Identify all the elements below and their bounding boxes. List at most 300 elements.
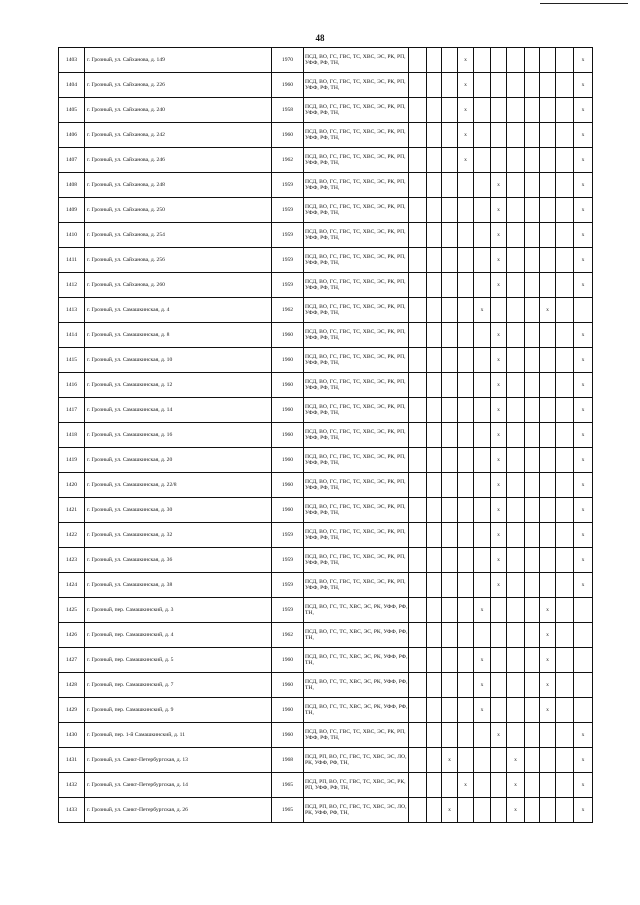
works-list-cell: ПСД, ВО, ГС, ГВС, ТС, ХВС, ЭС, РК, РП, УФФ, РФ, ТН, bbox=[304, 223, 409, 248]
address-cell: г. Грозный, ул. Сайханова, д. 250 bbox=[85, 198, 272, 223]
work-mark-cell bbox=[458, 523, 474, 548]
work-mark-cell bbox=[458, 798, 474, 823]
address-cell: г. Грозный, ул. Сайханова, д. 256 bbox=[85, 248, 272, 273]
work-mark-cell bbox=[474, 723, 491, 748]
work-mark-cell bbox=[507, 573, 525, 598]
work-mark-cell bbox=[525, 548, 540, 573]
work-mark-cell bbox=[491, 623, 507, 648]
address-cell: г. Грозный, ул. Самашкинская, д. 12 bbox=[85, 373, 272, 398]
work-mark-cell bbox=[491, 773, 507, 798]
work-mark-cell bbox=[540, 373, 556, 398]
work-mark-cell bbox=[474, 373, 491, 398]
work-mark-cell bbox=[409, 223, 427, 248]
work-mark-cell: x bbox=[458, 148, 474, 173]
year-built-cell: 1960 bbox=[272, 348, 304, 373]
work-mark-cell bbox=[427, 48, 442, 73]
work-mark-cell bbox=[491, 698, 507, 723]
work-mark-cell bbox=[409, 523, 427, 548]
row-number-cell: 1411 bbox=[59, 248, 85, 273]
work-mark-cell bbox=[427, 348, 442, 373]
work-mark-cell bbox=[556, 723, 574, 748]
table-row bbox=[59, 323, 593, 348]
work-mark-cell: x bbox=[574, 398, 593, 423]
table-row bbox=[59, 473, 593, 498]
table-row bbox=[59, 598, 593, 623]
address-cell: г. Грозный, ул. Сайханова, д. 242 bbox=[85, 123, 272, 148]
work-mark-cell bbox=[507, 148, 525, 173]
work-mark-cell: x bbox=[474, 698, 491, 723]
work-mark-cell bbox=[507, 248, 525, 273]
work-mark-cell: x bbox=[574, 173, 593, 198]
table-row bbox=[59, 223, 593, 248]
work-mark-cell: x bbox=[574, 498, 593, 523]
row-number-cell: 1416 bbox=[59, 373, 85, 398]
page-number: 48 bbox=[315, 33, 325, 43]
work-mark-cell: x bbox=[574, 573, 593, 598]
work-mark-cell bbox=[474, 198, 491, 223]
work-mark-cell bbox=[540, 348, 556, 373]
work-mark-cell bbox=[507, 548, 525, 573]
work-mark-cell bbox=[525, 73, 540, 98]
work-mark-cell bbox=[442, 123, 458, 148]
row-number-cell: 1408 bbox=[59, 173, 85, 198]
work-mark-cell bbox=[540, 548, 556, 573]
work-mark-cell: x bbox=[442, 748, 458, 773]
address-cell: г. Грозный, пер. 1-й Самашкинский, д. 11 bbox=[85, 723, 272, 748]
row-number-cell: 1412 bbox=[59, 273, 85, 298]
table-row bbox=[59, 423, 593, 448]
work-mark-cell bbox=[556, 448, 574, 473]
work-mark-cell: x bbox=[491, 223, 507, 248]
year-built-cell: 1960 bbox=[272, 498, 304, 523]
work-mark-cell bbox=[491, 598, 507, 623]
row-number-cell: 1423 bbox=[59, 548, 85, 573]
work-mark-cell bbox=[409, 673, 427, 698]
work-mark-cell bbox=[556, 123, 574, 148]
row-number-cell: 1414 bbox=[59, 323, 85, 348]
work-mark-cell: x bbox=[574, 423, 593, 448]
year-built-cell: 1960 bbox=[272, 373, 304, 398]
table-row bbox=[59, 723, 593, 748]
work-mark-cell bbox=[540, 523, 556, 548]
work-mark-cell bbox=[525, 623, 540, 648]
work-mark-cell bbox=[507, 323, 525, 348]
works-list-cell: ПСД, ВО, ГС, ГВС, ТС, ХВС, ЭС, РК, РП, УФФ, РФ, ТН, bbox=[304, 398, 409, 423]
address-cell: г. Грозный, пер. Самашкинский, д. 5 bbox=[85, 648, 272, 673]
row-number-cell: 1430 bbox=[59, 723, 85, 748]
work-mark-cell bbox=[525, 198, 540, 223]
work-mark-cell bbox=[507, 673, 525, 698]
work-mark-cell bbox=[491, 648, 507, 673]
work-mark-cell bbox=[540, 573, 556, 598]
works-list-cell: ПСД, ВО, ГС, ТС, ХВС, ЭС, РК, УФФ, РФ, ТН, bbox=[304, 623, 409, 648]
work-mark-cell bbox=[556, 573, 574, 598]
work-mark-cell: x bbox=[491, 348, 507, 373]
address-cell: г. Грозный, ул. Самашкинская, д. 8 bbox=[85, 323, 272, 348]
work-mark-cell bbox=[427, 398, 442, 423]
work-mark-cell bbox=[556, 98, 574, 123]
address-cell: г. Грозный, ул. Санкт-Петербургская, д. 26 bbox=[85, 798, 272, 823]
address-cell: г. Грозный, ул. Сайханова, д. 246 bbox=[85, 148, 272, 173]
work-mark-cell bbox=[507, 73, 525, 98]
work-mark-cell bbox=[474, 473, 491, 498]
row-number-cell: 1427 bbox=[59, 648, 85, 673]
work-mark-cell: x bbox=[491, 173, 507, 198]
work-mark-cell: x bbox=[574, 723, 593, 748]
work-mark-cell bbox=[442, 698, 458, 723]
table-row bbox=[59, 523, 593, 548]
address-cell: г. Грозный, ул. Санкт-Петербургская, д. 14 bbox=[85, 773, 272, 798]
work-mark-cell bbox=[507, 198, 525, 223]
work-mark-cell bbox=[427, 173, 442, 198]
works-list-cell: ПСД, ВО, ГС, ГВС, ТС, ХВС, ЭС, РК, РП, УФФ, РФ, ТН, bbox=[304, 548, 409, 573]
work-mark-cell: x bbox=[574, 223, 593, 248]
register-table bbox=[58, 47, 593, 823]
address-cell: г. Грозный, пер. Самашкинский, д. 9 bbox=[85, 698, 272, 723]
year-built-cell: 1962 bbox=[272, 623, 304, 648]
work-mark-cell bbox=[442, 723, 458, 748]
work-mark-cell bbox=[507, 448, 525, 473]
work-mark-cell: x bbox=[540, 623, 556, 648]
address-cell: г. Грозный, ул. Самашкинская, д. 10 bbox=[85, 348, 272, 373]
year-built-cell: 1958 bbox=[272, 98, 304, 123]
work-mark-cell bbox=[540, 123, 556, 148]
row-number-cell: 1413 bbox=[59, 298, 85, 323]
work-mark-cell bbox=[474, 748, 491, 773]
work-mark-cell bbox=[507, 723, 525, 748]
work-mark-cell bbox=[507, 123, 525, 148]
work-mark-cell bbox=[507, 423, 525, 448]
work-mark-cell bbox=[556, 48, 574, 73]
work-mark-cell bbox=[491, 123, 507, 148]
work-mark-cell bbox=[409, 73, 427, 98]
works-list-cell: ПСД, ВО, ГС, ГВС, ТС, ХВС, ЭС, РК, РП, УФФ, РФ, ТН, bbox=[304, 123, 409, 148]
work-mark-cell bbox=[525, 48, 540, 73]
row-number-cell: 1432 bbox=[59, 773, 85, 798]
work-mark-cell: x bbox=[491, 448, 507, 473]
work-mark-cell bbox=[409, 448, 427, 473]
work-mark-cell bbox=[427, 748, 442, 773]
work-mark-cell: x bbox=[458, 773, 474, 798]
year-built-cell: 1960 bbox=[272, 648, 304, 673]
work-mark-cell bbox=[409, 48, 427, 73]
work-mark-cell bbox=[458, 598, 474, 623]
work-mark-cell: x bbox=[491, 398, 507, 423]
work-mark-cell bbox=[474, 423, 491, 448]
work-mark-cell bbox=[474, 248, 491, 273]
table-row bbox=[59, 548, 593, 573]
table-row bbox=[59, 798, 593, 823]
address-cell: г. Грозный, ул. Самашкинская, д. 38 bbox=[85, 573, 272, 598]
year-built-cell: 1959 bbox=[272, 273, 304, 298]
work-mark-cell bbox=[556, 773, 574, 798]
work-mark-cell bbox=[427, 498, 442, 523]
work-mark-cell: x bbox=[574, 98, 593, 123]
work-mark-cell bbox=[540, 73, 556, 98]
work-mark-cell bbox=[525, 798, 540, 823]
work-mark-cell bbox=[574, 623, 593, 648]
row-number-cell: 1426 bbox=[59, 623, 85, 648]
works-list-cell: ПСД, ВО, ГС, ТС, ХВС, ЭС, РК, УФФ, РФ, ТН, bbox=[304, 648, 409, 673]
year-built-cell: 1962 bbox=[272, 148, 304, 173]
work-mark-cell bbox=[574, 698, 593, 723]
work-mark-cell bbox=[442, 648, 458, 673]
row-number-cell: 1406 bbox=[59, 123, 85, 148]
works-list-cell: ПСД, ВО, ГС, ГВС, ТС, ХВС, ЭС, РК, РП, УФФ, РФ, ТН, bbox=[304, 248, 409, 273]
work-mark-cell bbox=[474, 223, 491, 248]
work-mark-cell bbox=[442, 173, 458, 198]
row-number-cell: 1405 bbox=[59, 98, 85, 123]
work-mark-cell bbox=[442, 773, 458, 798]
works-list-cell: ПСД, ВО, ГС, ГВС, ТС, ХВС, ЭС, РК, РП, УФФ, РФ, ТН, bbox=[304, 148, 409, 173]
work-mark-cell bbox=[556, 698, 574, 723]
work-mark-cell bbox=[574, 648, 593, 673]
work-mark-cell bbox=[442, 98, 458, 123]
work-mark-cell bbox=[442, 198, 458, 223]
work-mark-cell bbox=[427, 648, 442, 673]
work-mark-cell bbox=[525, 473, 540, 498]
work-mark-cell bbox=[474, 498, 491, 523]
address-cell: г. Грозный, ул. Самашкинская, д. 14 bbox=[85, 398, 272, 423]
work-mark-cell bbox=[525, 98, 540, 123]
work-mark-cell bbox=[507, 173, 525, 198]
work-mark-cell bbox=[409, 198, 427, 223]
row-number-cell: 1417 bbox=[59, 398, 85, 423]
address-cell: г. Грозный, ул. Самашкинская, д. 16 bbox=[85, 423, 272, 448]
year-built-cell: 1959 bbox=[272, 548, 304, 573]
work-mark-cell bbox=[409, 648, 427, 673]
work-mark-cell: x bbox=[491, 273, 507, 298]
work-mark-cell bbox=[556, 73, 574, 98]
work-mark-cell bbox=[442, 373, 458, 398]
work-mark-cell bbox=[442, 598, 458, 623]
work-mark-cell: x bbox=[458, 123, 474, 148]
work-mark-cell: x bbox=[458, 48, 474, 73]
work-mark-cell bbox=[427, 473, 442, 498]
row-number-cell: 1431 bbox=[59, 748, 85, 773]
work-mark-cell bbox=[525, 648, 540, 673]
works-list-cell: ПСД, ВО, ГС, ГВС, ТС, ХВС, ЭС, РК, РП, УФФ, РФ, ТН, bbox=[304, 498, 409, 523]
work-mark-cell bbox=[458, 548, 474, 573]
table-row bbox=[59, 73, 593, 98]
works-list-cell: ПСД, ВО, ГС, ТС, ХВС, ЭС, РК, УФФ, РФ, ТН, bbox=[304, 698, 409, 723]
works-list-cell: ПСД, ВО, ГС, ГВС, ТС, ХВС, ЭС, РК, РП, УФФ, РФ, ТН, bbox=[304, 448, 409, 473]
works-list-cell: ПСД, ВО, ГС, ГВС, ТС, ХВС, ЭС, РК, РП, УФФ, РФ, ТН, bbox=[304, 98, 409, 123]
work-mark-cell bbox=[474, 523, 491, 548]
work-mark-cell bbox=[507, 598, 525, 623]
work-mark-cell: x bbox=[574, 123, 593, 148]
work-mark-cell bbox=[540, 273, 556, 298]
work-mark-cell bbox=[409, 723, 427, 748]
work-mark-cell bbox=[427, 373, 442, 398]
work-mark-cell: x bbox=[491, 198, 507, 223]
work-mark-cell bbox=[474, 323, 491, 348]
work-mark-cell bbox=[427, 148, 442, 173]
address-cell: г. Грозный, ул. Самашкинская, д. 36 bbox=[85, 548, 272, 573]
work-mark-cell bbox=[556, 473, 574, 498]
table-row bbox=[59, 773, 593, 798]
work-mark-cell bbox=[525, 398, 540, 423]
work-mark-cell bbox=[442, 273, 458, 298]
work-mark-cell bbox=[525, 698, 540, 723]
work-mark-cell bbox=[525, 748, 540, 773]
year-built-cell: 1962 bbox=[272, 298, 304, 323]
work-mark-cell bbox=[458, 248, 474, 273]
work-mark-cell: x bbox=[574, 273, 593, 298]
work-mark-cell bbox=[474, 98, 491, 123]
work-mark-cell: x bbox=[574, 348, 593, 373]
table-row bbox=[59, 573, 593, 598]
work-mark-cell bbox=[458, 398, 474, 423]
work-mark-cell bbox=[442, 323, 458, 348]
work-mark-cell bbox=[427, 223, 442, 248]
year-built-cell: 1960 bbox=[272, 423, 304, 448]
table-row bbox=[59, 673, 593, 698]
corner-rule bbox=[540, 3, 628, 4]
work-mark-cell: x bbox=[491, 373, 507, 398]
address-cell: г. Грозный, ул. Самашкинская, д. 30 bbox=[85, 498, 272, 523]
work-mark-cell bbox=[458, 673, 474, 698]
work-mark-cell bbox=[442, 448, 458, 473]
work-mark-cell bbox=[458, 723, 474, 748]
year-built-cell: 1965 bbox=[272, 798, 304, 823]
work-mark-cell bbox=[427, 323, 442, 348]
work-mark-cell bbox=[525, 223, 540, 248]
row-number-cell: 1419 bbox=[59, 448, 85, 473]
address-cell: г. Грозный, ул. Сайханова, д. 260 bbox=[85, 273, 272, 298]
work-mark-cell bbox=[507, 498, 525, 523]
work-mark-cell bbox=[442, 473, 458, 498]
work-mark-cell bbox=[427, 198, 442, 223]
table-row bbox=[59, 648, 593, 673]
address-cell: г. Грозный, ул. Самашкинская, д. 22/8 bbox=[85, 473, 272, 498]
work-mark-cell bbox=[474, 73, 491, 98]
work-mark-cell bbox=[525, 773, 540, 798]
works-list-cell: ПСД, ВО, ГС, ГВС, ТС, ХВС, ЭС, РК, РП, УФФ, РФ, ТН, bbox=[304, 723, 409, 748]
work-mark-cell bbox=[525, 273, 540, 298]
work-mark-cell: x bbox=[491, 723, 507, 748]
work-mark-cell bbox=[409, 123, 427, 148]
work-mark-cell bbox=[427, 98, 442, 123]
work-mark-cell bbox=[409, 498, 427, 523]
work-mark-cell bbox=[409, 248, 427, 273]
address-cell: г. Грозный, ул. Сайханова, д. 248 bbox=[85, 173, 272, 198]
work-mark-cell bbox=[442, 498, 458, 523]
work-mark-cell: x bbox=[574, 248, 593, 273]
work-mark-cell bbox=[442, 48, 458, 73]
row-number-cell: 1424 bbox=[59, 573, 85, 598]
year-built-cell: 1960 bbox=[272, 698, 304, 723]
work-mark-cell bbox=[540, 98, 556, 123]
works-list-cell: ПСД, ВО, ГС, ГВС, ТС, ХВС, ЭС, РК, РП, УФФ, РФ, ТН, bbox=[304, 298, 409, 323]
work-mark-cell bbox=[427, 273, 442, 298]
work-mark-cell: x bbox=[474, 298, 491, 323]
work-mark-cell bbox=[556, 423, 574, 448]
year-built-cell: 1959 bbox=[272, 248, 304, 273]
work-mark-cell bbox=[427, 723, 442, 748]
work-mark-cell bbox=[409, 473, 427, 498]
table-row bbox=[59, 623, 593, 648]
work-mark-cell bbox=[442, 548, 458, 573]
work-mark-cell: x bbox=[540, 698, 556, 723]
work-mark-cell: x bbox=[442, 798, 458, 823]
work-mark-cell: x bbox=[574, 198, 593, 223]
work-mark-cell bbox=[525, 248, 540, 273]
work-mark-cell bbox=[442, 623, 458, 648]
table-row bbox=[59, 48, 593, 73]
work-mark-cell: x bbox=[491, 573, 507, 598]
address-cell: г. Грозный, ул. Сайханова, д. 240 bbox=[85, 98, 272, 123]
work-mark-cell bbox=[474, 623, 491, 648]
work-mark-cell bbox=[525, 148, 540, 173]
work-mark-cell bbox=[458, 198, 474, 223]
work-mark-cell bbox=[540, 323, 556, 348]
address-cell: г. Грозный, ул. Сайханова, д. 226 bbox=[85, 73, 272, 98]
work-mark-cell bbox=[507, 523, 525, 548]
work-mark-cell bbox=[409, 348, 427, 373]
work-mark-cell: x bbox=[507, 798, 525, 823]
work-mark-cell bbox=[427, 598, 442, 623]
works-list-cell: ПСД, ВО, ГС, ТС, ХВС, ЭС, РК, УФФ, РФ, ТН, bbox=[304, 673, 409, 698]
work-mark-cell bbox=[507, 273, 525, 298]
work-mark-cell bbox=[507, 48, 525, 73]
work-mark-cell bbox=[474, 48, 491, 73]
year-built-cell: 1959 bbox=[272, 173, 304, 198]
work-mark-cell: x bbox=[574, 448, 593, 473]
work-mark-cell bbox=[474, 798, 491, 823]
work-mark-cell bbox=[556, 598, 574, 623]
register-table-body bbox=[59, 48, 593, 823]
works-list-cell: ПСД, ВО, ГС, ГВС, ТС, ХВС, ЭС, РК, РП, УФФ, РФ, ТН, bbox=[304, 423, 409, 448]
work-mark-cell bbox=[427, 423, 442, 448]
work-mark-cell bbox=[427, 673, 442, 698]
table-row bbox=[59, 373, 593, 398]
work-mark-cell bbox=[427, 573, 442, 598]
work-mark-cell bbox=[474, 348, 491, 373]
work-mark-cell bbox=[525, 323, 540, 348]
work-mark-cell bbox=[458, 448, 474, 473]
work-mark-cell bbox=[442, 423, 458, 448]
work-mark-cell bbox=[474, 123, 491, 148]
work-mark-cell bbox=[458, 348, 474, 373]
work-mark-cell bbox=[525, 673, 540, 698]
work-mark-cell bbox=[540, 498, 556, 523]
works-list-cell: ПСД, РП, ВО, ГС, ГВС, ТС, ХВС, ЭС, ЛО, РК, УФФ, РФ, ТН, bbox=[304, 748, 409, 773]
work-mark-cell bbox=[442, 298, 458, 323]
work-mark-cell bbox=[409, 148, 427, 173]
works-list-cell: ПСД, ВО, ГС, ГВС, ТС, ХВС, ЭС, РК, РП, УФФ, РФ, ТН, bbox=[304, 273, 409, 298]
work-mark-cell bbox=[556, 623, 574, 648]
work-mark-cell bbox=[556, 748, 574, 773]
work-mark-cell bbox=[427, 298, 442, 323]
table-row bbox=[59, 348, 593, 373]
work-mark-cell: x bbox=[540, 298, 556, 323]
work-mark-cell bbox=[507, 98, 525, 123]
work-mark-cell bbox=[474, 573, 491, 598]
address-cell: г. Грозный, ул. Самашкинская, д. 4 bbox=[85, 298, 272, 323]
work-mark-cell bbox=[474, 448, 491, 473]
work-mark-cell: x bbox=[491, 423, 507, 448]
row-number-cell: 1422 bbox=[59, 523, 85, 548]
work-mark-cell bbox=[540, 723, 556, 748]
works-list-cell: ПСД, РП, ВО, ГС, ГВС, ТС, ХВС, ЭС, ЛО, РК, УФФ, РФ, ТН, bbox=[304, 798, 409, 823]
work-mark-cell bbox=[540, 248, 556, 273]
work-mark-cell bbox=[525, 423, 540, 448]
work-mark-cell bbox=[556, 298, 574, 323]
work-mark-cell bbox=[556, 248, 574, 273]
work-mark-cell: x bbox=[540, 673, 556, 698]
work-mark-cell bbox=[556, 273, 574, 298]
